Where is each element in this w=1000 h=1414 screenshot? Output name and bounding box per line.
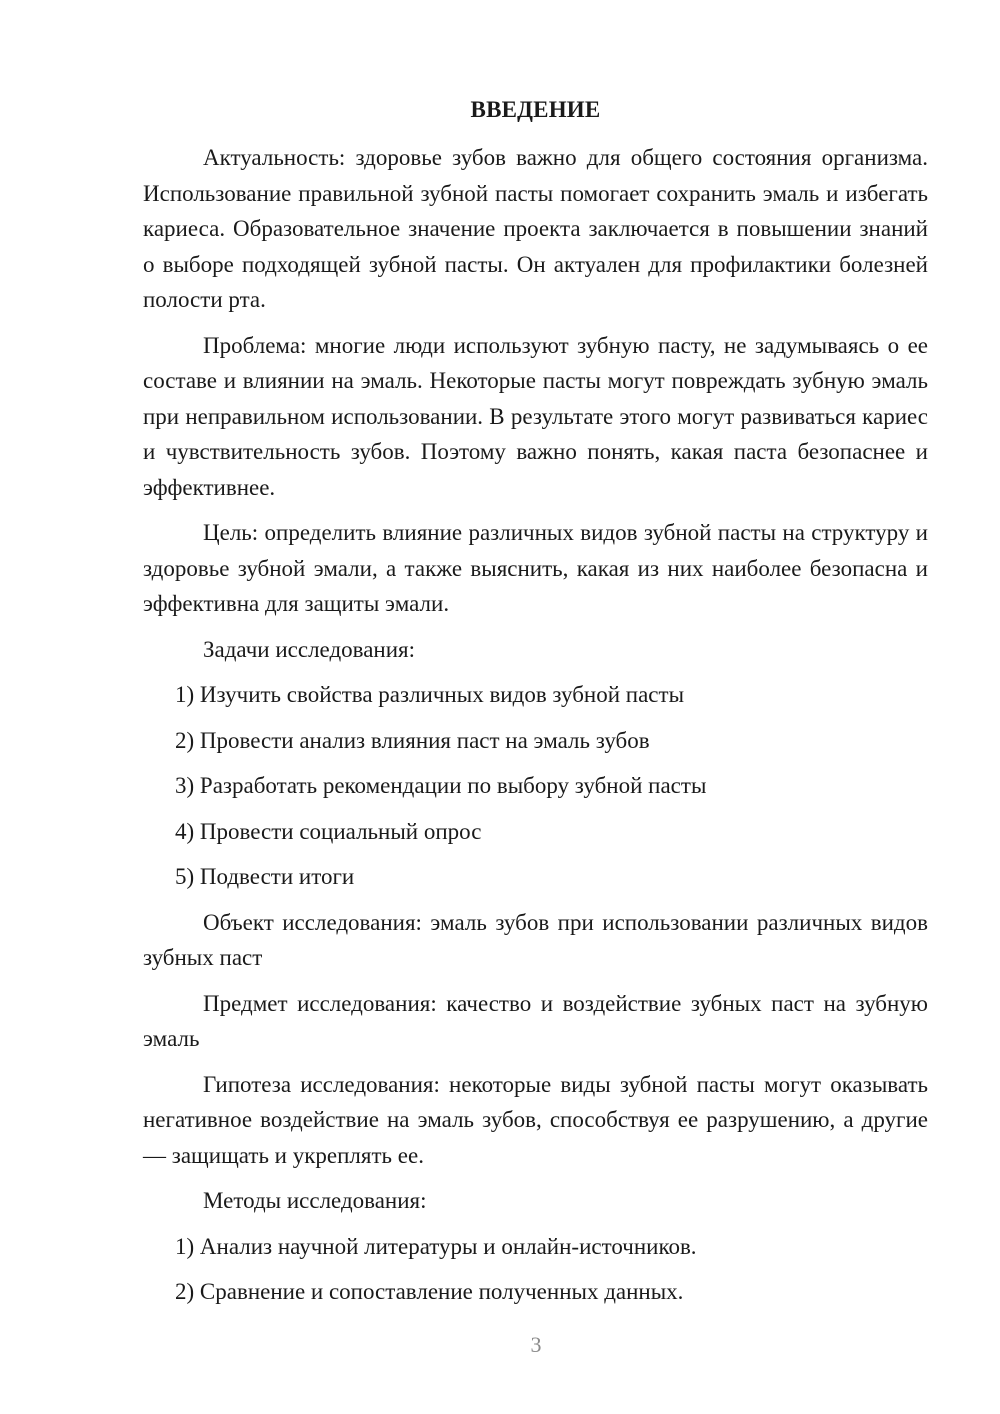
methods-list <box>143 1229 928 1310</box>
task-item: 3) Разработать рекомендации по выбору зубной пасты <box>175 773 707 798</box>
problem-paragraph: Проблема: многие люди используют зубную пасту, не задумываясь о ее составе и влиянии на эмаль. Некоторые пасты могут повреждать зубную эмаль при неправильном использовании. В результате этого могут развиваться кариес и чувствительность зубов. Поэтому важно понять, какая паста безопаснее и эффективнее. <box>143 332 928 500</box>
method-item: 1) Анализ научной литературы и онлайн-источников. <box>175 1233 697 1259</box>
methods-heading: Методы исследования: <box>203 1188 427 1213</box>
relevance-paragraph: Актуальность: здоровье зубов важно для общего состояния организма. Использование правильной зубной пасты помогает сохранить эмаль и избегать кариеса. Образовательное значение проекта заключается в повышении знаний о выборе подходящей зубной пасты. Он актуален для профилактики болезней полости рта. <box>143 145 928 312</box>
subject-paragraph: Предмет исследования: качество и воздействие зубных паст на зубную эмаль <box>143 990 928 1051</box>
method-item: 2) Сравнение и сопоставление полученных данных. <box>175 1279 684 1304</box>
document-page <box>143 96 928 1320</box>
goal-paragraph: Цель: определить влияние различных видов зубной пасты на структуру и здоровье зубной эмали, а также выяснить, какая из них наиболее безопасна и эффективна для защиты эмали. <box>143 520 928 616</box>
tasks-heading: Задачи исследования: <box>203 636 416 662</box>
task-item: 1) Изучить свойства различных видов зубной пасты <box>175 682 685 707</box>
task-item: 5) Подвести итоги <box>175 864 355 889</box>
task-item: 4) Провести социальный опрос <box>175 818 482 844</box>
page-number: 3 <box>530 1332 542 1357</box>
task-item: 2) Провести анализ влияния паст на эмаль зубов <box>175 727 650 753</box>
section-title: ВВЕДЕНИЕ <box>470 97 601 122</box>
tasks-list <box>143 677 928 895</box>
hypothesis-paragraph: Гипотеза исследования: некоторые виды зубной пасты могут оказывать негативное воздействие на эмаль зубов, способствуя ее разрушению, а другие — защищать и укреплять ее. <box>143 1071 928 1168</box>
object-paragraph: Объект исследования: эмаль зубов при использовании различных видов зубных паст <box>143 909 928 970</box>
